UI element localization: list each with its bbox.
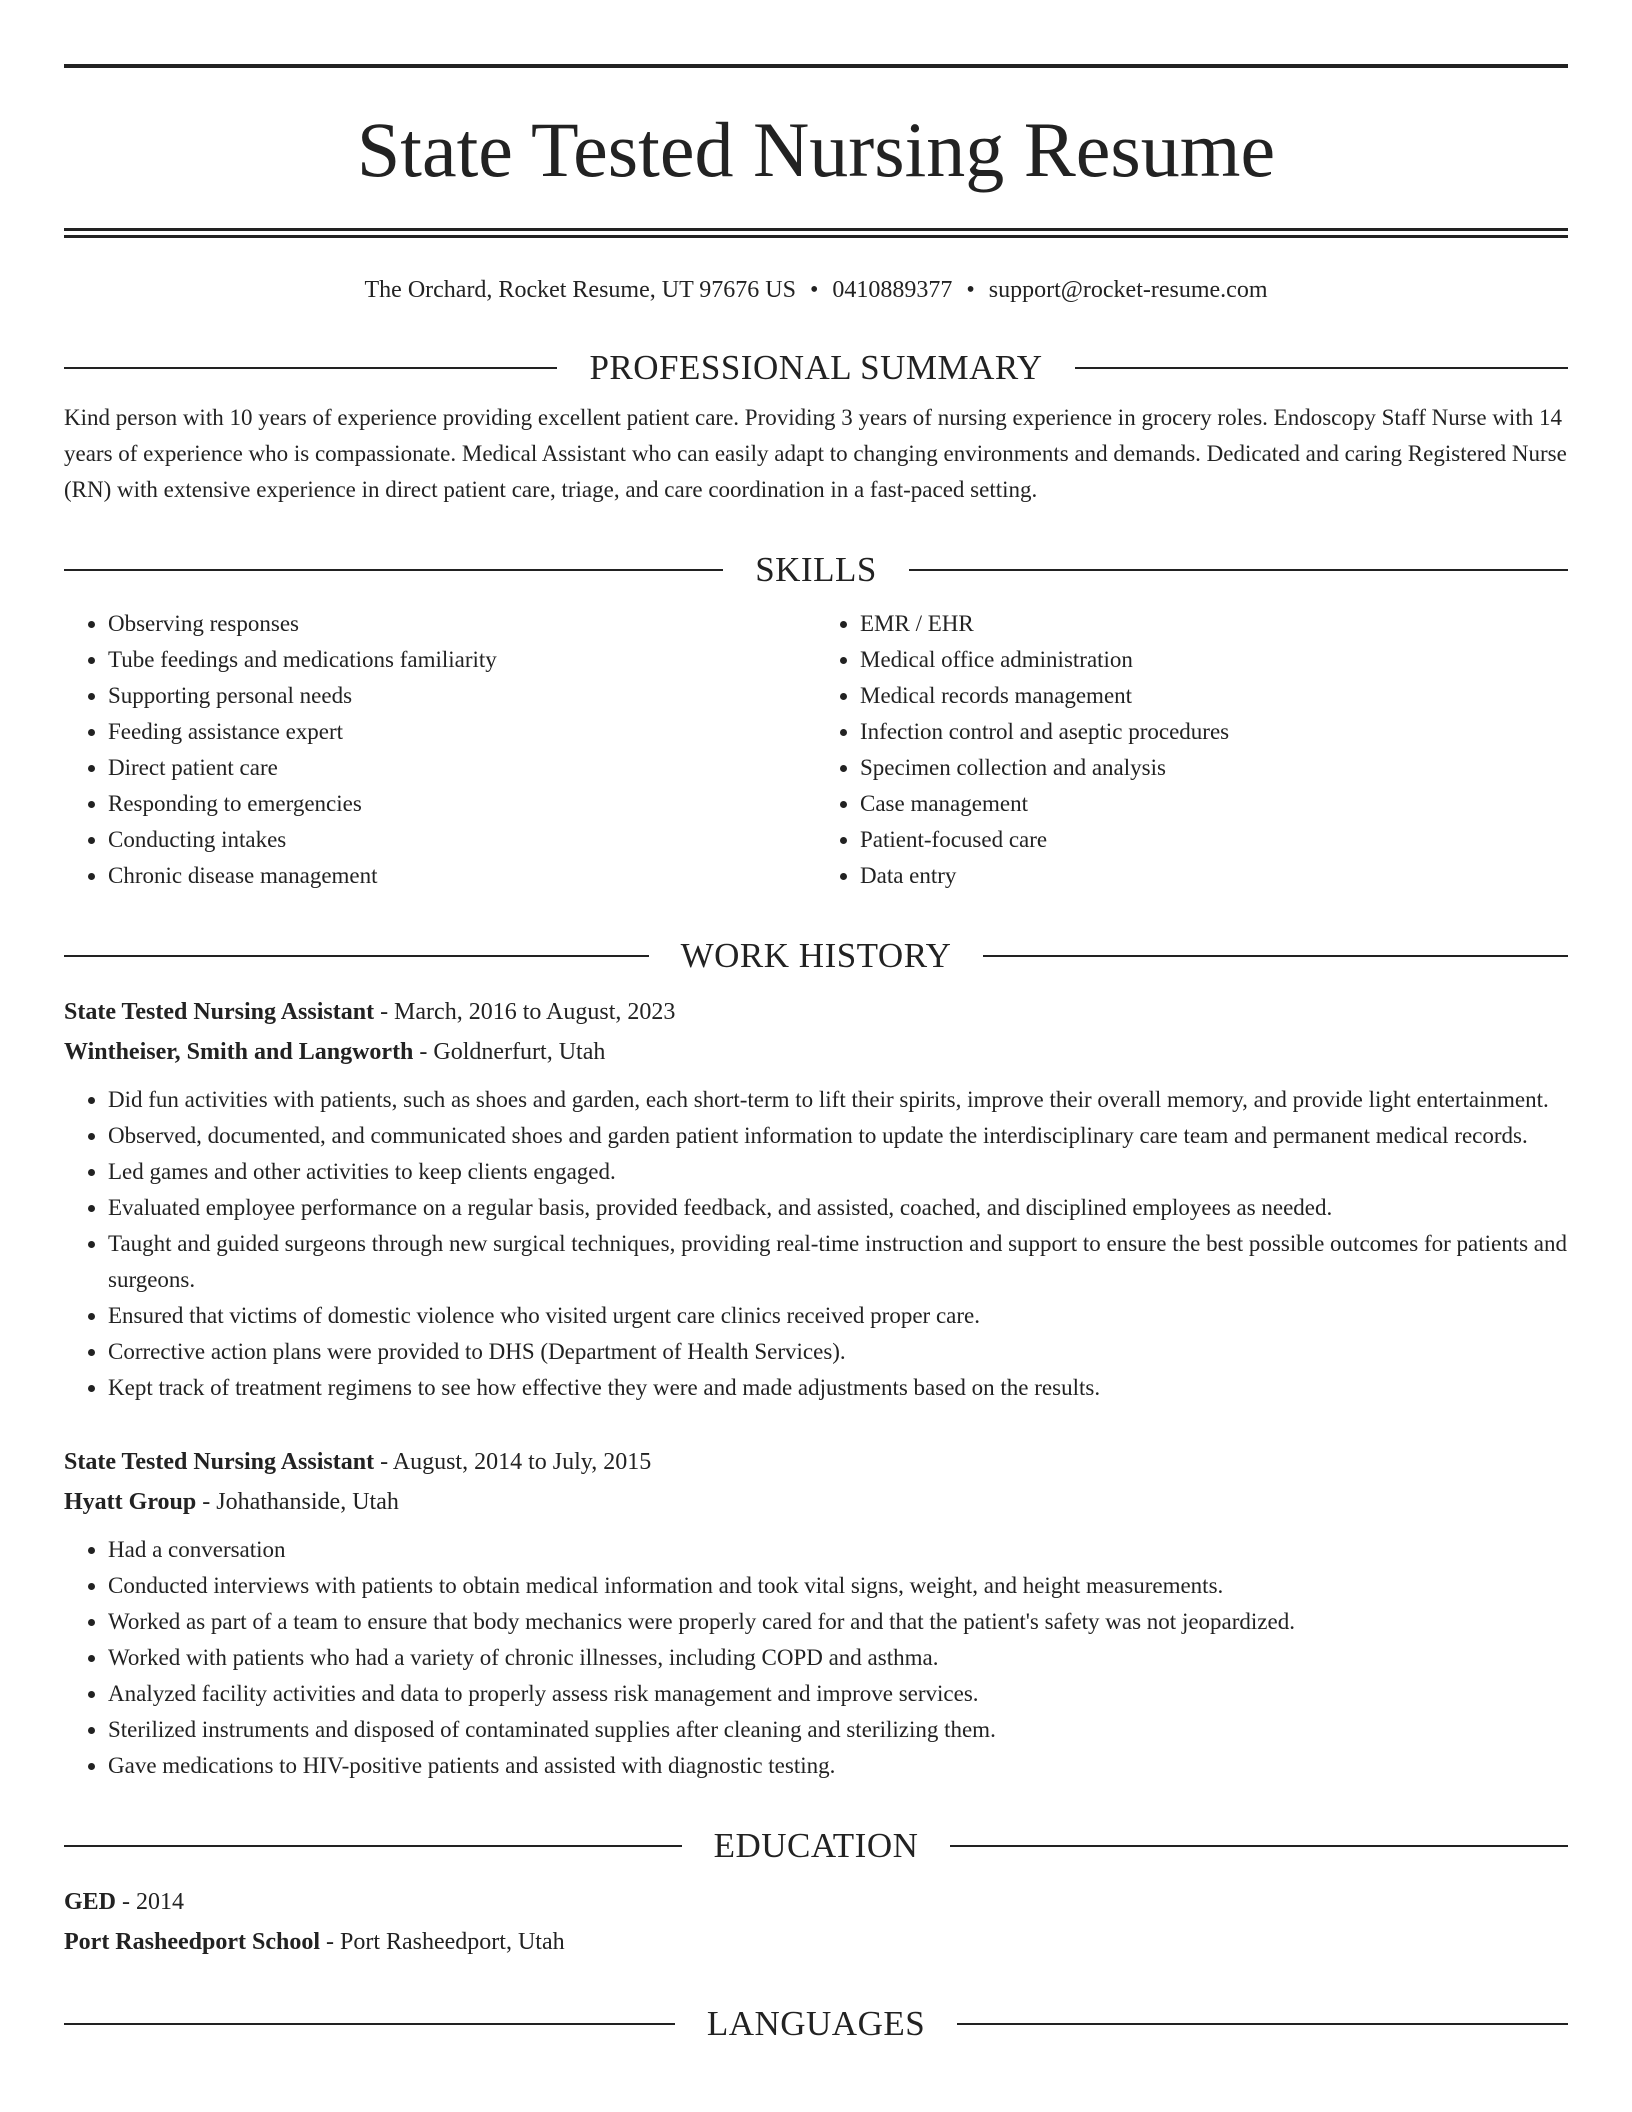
- skill-item: • Infection control and aseptic procedures: [860, 714, 1568, 750]
- title-double-rule: [64, 228, 1568, 238]
- contact-separator: •: [966, 277, 975, 303]
- summary-text: Kind person with 10 years of experience providing excellent patient care. Providing 3 years of nursing experience in grocery roles. Endoscopy Staff Nurse with 14 years of experience who is compassionate. Medical Assistant who can easily adapt to changing environments and demands. Dedicated and caring Registered Nurse (RN) with extensive experience in direct patient care, triage, and care coordination in a fast-paced setting.: [64, 405, 1567, 502]
- education-degree: GED: [64, 1889, 117, 1915]
- skills-column-left: [64, 606, 816, 894]
- skill-item: • Tube feedings and medications familiarity: [108, 642, 816, 678]
- job-bullet: • Worked as part of a team to ensure that body mechanics were properly cared for and that the patient's safety was not jeopardized.: [108, 1604, 1568, 1640]
- heading-rule-left: [64, 367, 557, 369]
- heading-rule-left: [64, 569, 723, 571]
- job-bullets: [64, 1082, 1568, 1406]
- job-bullet: • Analyzed facility activities and data to properly assess risk management and improve services.: [108, 1676, 1568, 1712]
- skills-heading: [64, 548, 1568, 592]
- education-degree-line: [64, 1882, 1568, 1922]
- skill-item: • Data entry: [860, 858, 1568, 894]
- job-bullet: • Worked with patients who had a variety of chronic illnesses, including COPD and asthma.: [108, 1640, 1568, 1676]
- skill-item: • Patient-focused care: [860, 822, 1568, 858]
- skill-item: • Direct patient care: [108, 750, 816, 786]
- job-bullet: • Observed, documented, and communicated shoes and garden patient information to update the interdisciplinary care team and permanent medical records.: [108, 1118, 1568, 1154]
- skill-item: • Medical office administration: [860, 642, 1568, 678]
- education-school-line: [64, 1922, 1568, 1962]
- job-bullets: [64, 1532, 1568, 1784]
- resume-title: State Tested Nursing Resume: [356, 106, 1276, 193]
- job-company-line: [64, 1032, 1568, 1072]
- contact-email: support@rocket-resume.com: [988, 277, 1268, 303]
- heading-rule-left: [64, 955, 649, 957]
- skills-column-right: [816, 606, 1568, 894]
- contact-separator: •: [809, 277, 819, 303]
- job-bullet: • Taught and guided surgeons through new surgical techniques, providing real-time instruction and support to ensure the best possible outcomes for patients and surgeons.: [108, 1226, 1568, 1298]
- education-year: - 2014: [116, 1889, 185, 1915]
- job-company: Wintheiser, Smith and Langworth: [64, 1039, 414, 1065]
- job-dates: - August, 2014 to July, 2015: [374, 1449, 652, 1475]
- skill-item: • Case management: [860, 786, 1568, 822]
- heading-rule-left: [64, 1845, 682, 1847]
- education-heading-label: EDUCATION: [713, 1826, 919, 1865]
- job-location: - Johathanside, Utah: [196, 1489, 399, 1515]
- education-entry: [64, 1882, 1568, 1962]
- job-entry: [64, 1442, 1568, 1784]
- heading-rule-left: [64, 2023, 675, 2025]
- job-dates: - March, 2016 to August, 2023: [374, 999, 676, 1025]
- skill-item: • Specimen collection and analysis: [860, 750, 1568, 786]
- job-bullet: • Ensured that victims of domestic violence who visited urgent care clinics received proper care.: [108, 1298, 1568, 1334]
- skill-item: • Medical records management: [860, 678, 1568, 714]
- job-title-line: [64, 992, 1568, 1032]
- languages-heading: [64, 2002, 1568, 2046]
- summary-heading-label: PROFESSIONAL SUMMARY: [589, 348, 1043, 387]
- heading-rule-right: [983, 955, 1568, 957]
- heading-rule-right: [950, 1845, 1568, 1847]
- skill-item: • Observing responses: [108, 606, 816, 642]
- heading-rule-right: [1075, 367, 1568, 369]
- job-bullet: • Kept track of treatment regimens to see how effective they were and made adjustments based on the results.: [108, 1370, 1568, 1406]
- skill-item: • Conducting intakes: [108, 822, 816, 858]
- skill-item: • Feeding assistance expert: [108, 714, 816, 750]
- heading-rule-right: [957, 2023, 1568, 2025]
- top-rule: [64, 64, 1568, 68]
- summary-heading: [64, 346, 1568, 390]
- job-bullet: • Conducted interviews with patients to obtain medical information and took vital signs, weight, and height measurements.: [108, 1568, 1568, 1604]
- job-title-line: [64, 1442, 1568, 1482]
- skill-item: • Supporting personal needs: [108, 678, 816, 714]
- job-bullet: • Had a conversation: [108, 1532, 1568, 1568]
- job-bullet: • Led games and other activities to keep clients engaged.: [108, 1154, 1568, 1190]
- skills-list: [64, 606, 1568, 894]
- contact-address: The Orchard, Rocket Resume, UT 97676 US: [364, 277, 796, 303]
- heading-rule-right: [909, 569, 1568, 571]
- skill-item: • Chronic disease management: [108, 858, 816, 894]
- work-heading: [64, 934, 1568, 978]
- job-location: - Goldnerfurt, Utah: [413, 1039, 606, 1065]
- job-company-line: [64, 1482, 1568, 1522]
- contact-line: [64, 274, 1568, 306]
- languages-heading-label: LANGUAGES: [706, 2004, 926, 2043]
- job-bullet: • Corrective action plans were provided to DHS (Department of Health Services).: [108, 1334, 1568, 1370]
- education-school: Port Rasheedport School: [64, 1929, 320, 1955]
- job-entry: [64, 992, 1568, 1406]
- contact-phone: 0410889377: [832, 277, 953, 303]
- work-heading-label: WORK HISTORY: [680, 936, 952, 975]
- job-bullet: • Evaluated employee performance on a regular basis, provided feedback, and assisted, coached, and disciplined employees as needed.: [108, 1190, 1568, 1226]
- job-company: Hyatt Group: [64, 1489, 197, 1515]
- job-title: State Tested Nursing Assistant: [64, 999, 375, 1025]
- job-bullet: • Did fun activities with patients, such as shoes and garden, each short-term to lift their spirits, improve their overall memory, and provide light entertainment.: [108, 1082, 1568, 1118]
- skills-heading-label: SKILLS: [755, 550, 877, 589]
- job-bullet: • Gave medications to HIV-positive patients and assisted with diagnostic testing.: [108, 1748, 1568, 1784]
- job-bullet: • Sterilized instruments and disposed of contaminated supplies after cleaning and sterilizing them.: [108, 1712, 1568, 1748]
- education-location: - Port Rasheedport, Utah: [319, 1929, 565, 1955]
- skill-item: • EMR / EHR: [860, 606, 1568, 642]
- education-heading: [64, 1824, 1568, 1868]
- skill-item: • Responding to emergencies: [108, 786, 816, 822]
- job-title: State Tested Nursing Assistant: [64, 1449, 375, 1475]
